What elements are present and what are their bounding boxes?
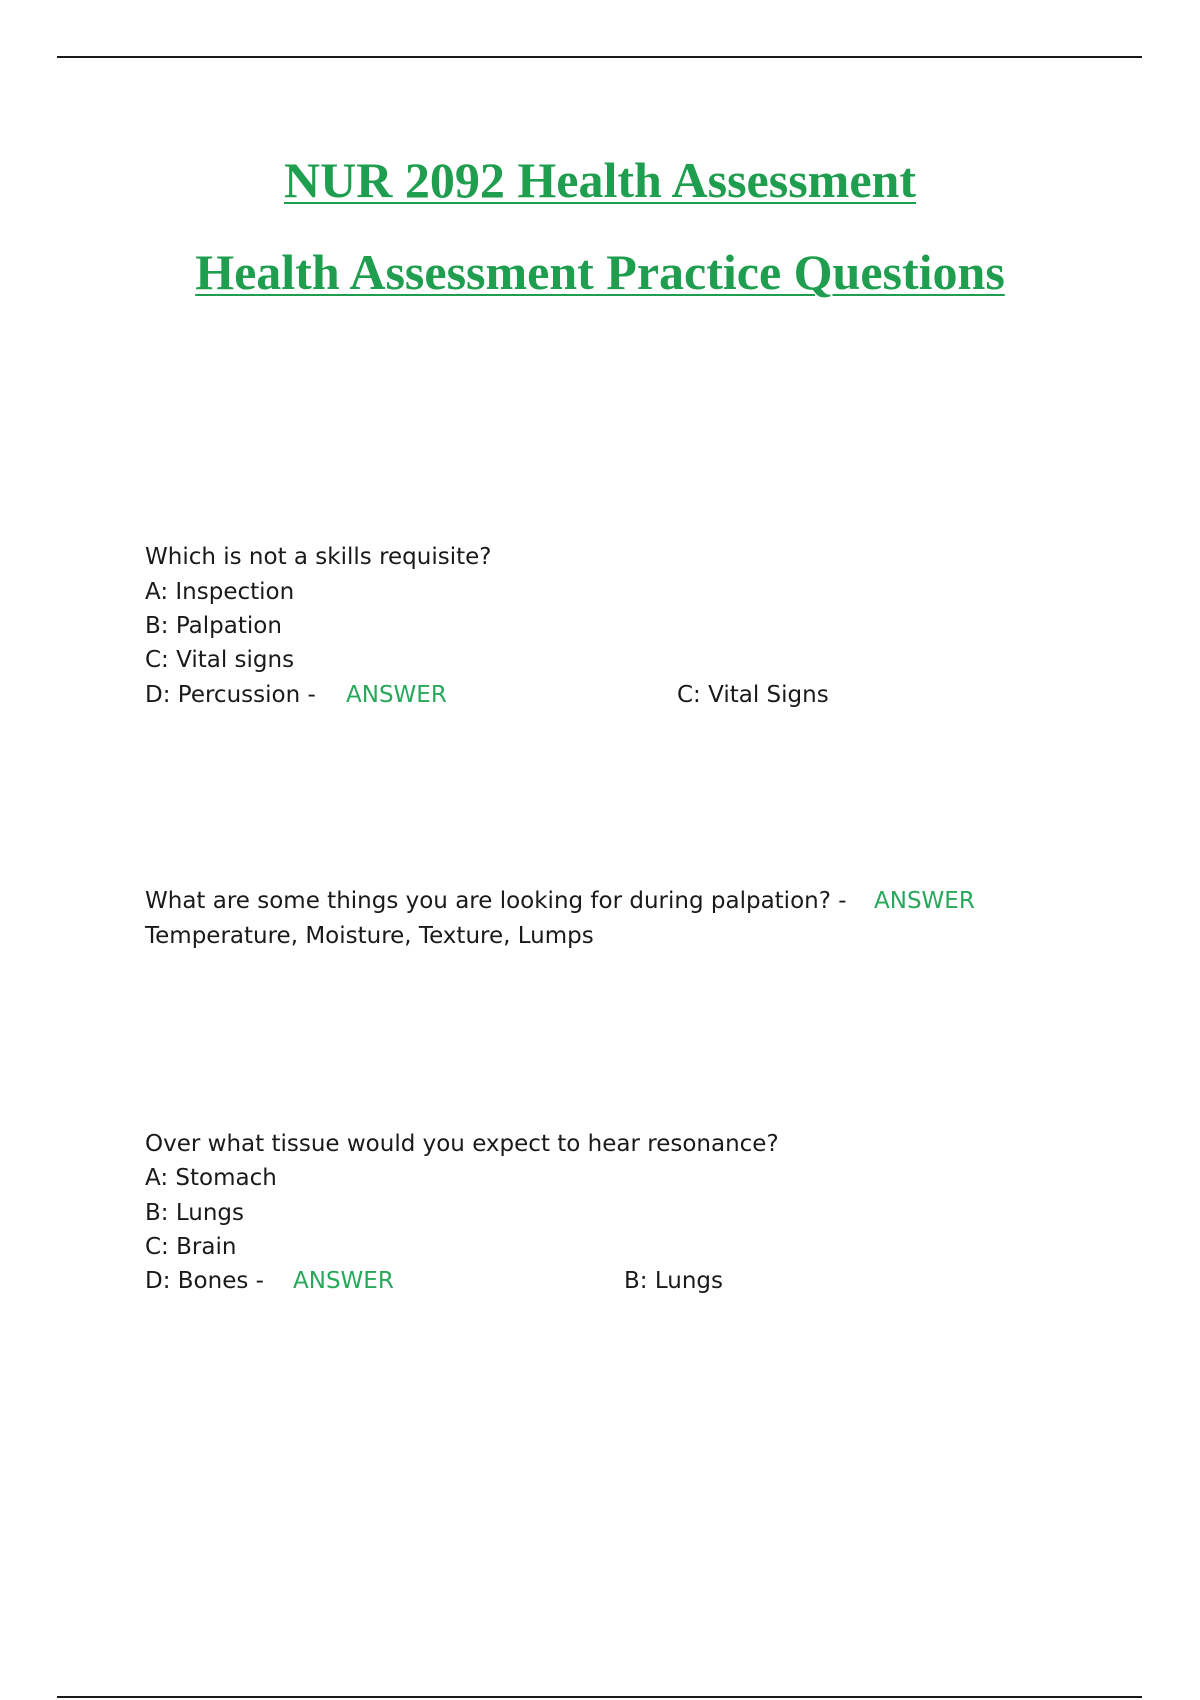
question-text: Over what tissue would you expect to hear resonance?	[145, 1131, 779, 1157]
top-rule	[57, 56, 1142, 58]
option-a: A: Inspection	[145, 579, 295, 605]
question-text: What are some things you are looking for during palpation? -	[145, 888, 847, 914]
option-c: C: Brain	[145, 1234, 237, 1260]
document-subtitle: Health Assessment Practice Questions	[195, 244, 1005, 300]
answer-label: ANSWER	[346, 682, 447, 708]
answer-value: Temperature, Moisture, Texture, Lumps	[145, 923, 594, 949]
bottom-rule	[57, 1696, 1142, 1698]
option-b: B: Palpation	[145, 613, 282, 639]
document-title: NUR 2092 Health Assessment	[284, 152, 916, 208]
option-b: B: Lungs	[145, 1200, 244, 1226]
option-d: D: Percussion -	[145, 682, 316, 708]
question-text: Which is not a skills requisite?	[145, 544, 492, 570]
option-c: C: Vital signs	[145, 647, 295, 673]
answer-label: ANSWER	[874, 888, 975, 914]
option-a: A: Stomach	[145, 1165, 277, 1191]
answer-value: C: Vital Signs	[677, 682, 829, 708]
answer-label: ANSWER	[293, 1268, 394, 1294]
answer-value: B: Lungs	[624, 1268, 723, 1294]
option-d: D: Bones -	[145, 1268, 264, 1294]
